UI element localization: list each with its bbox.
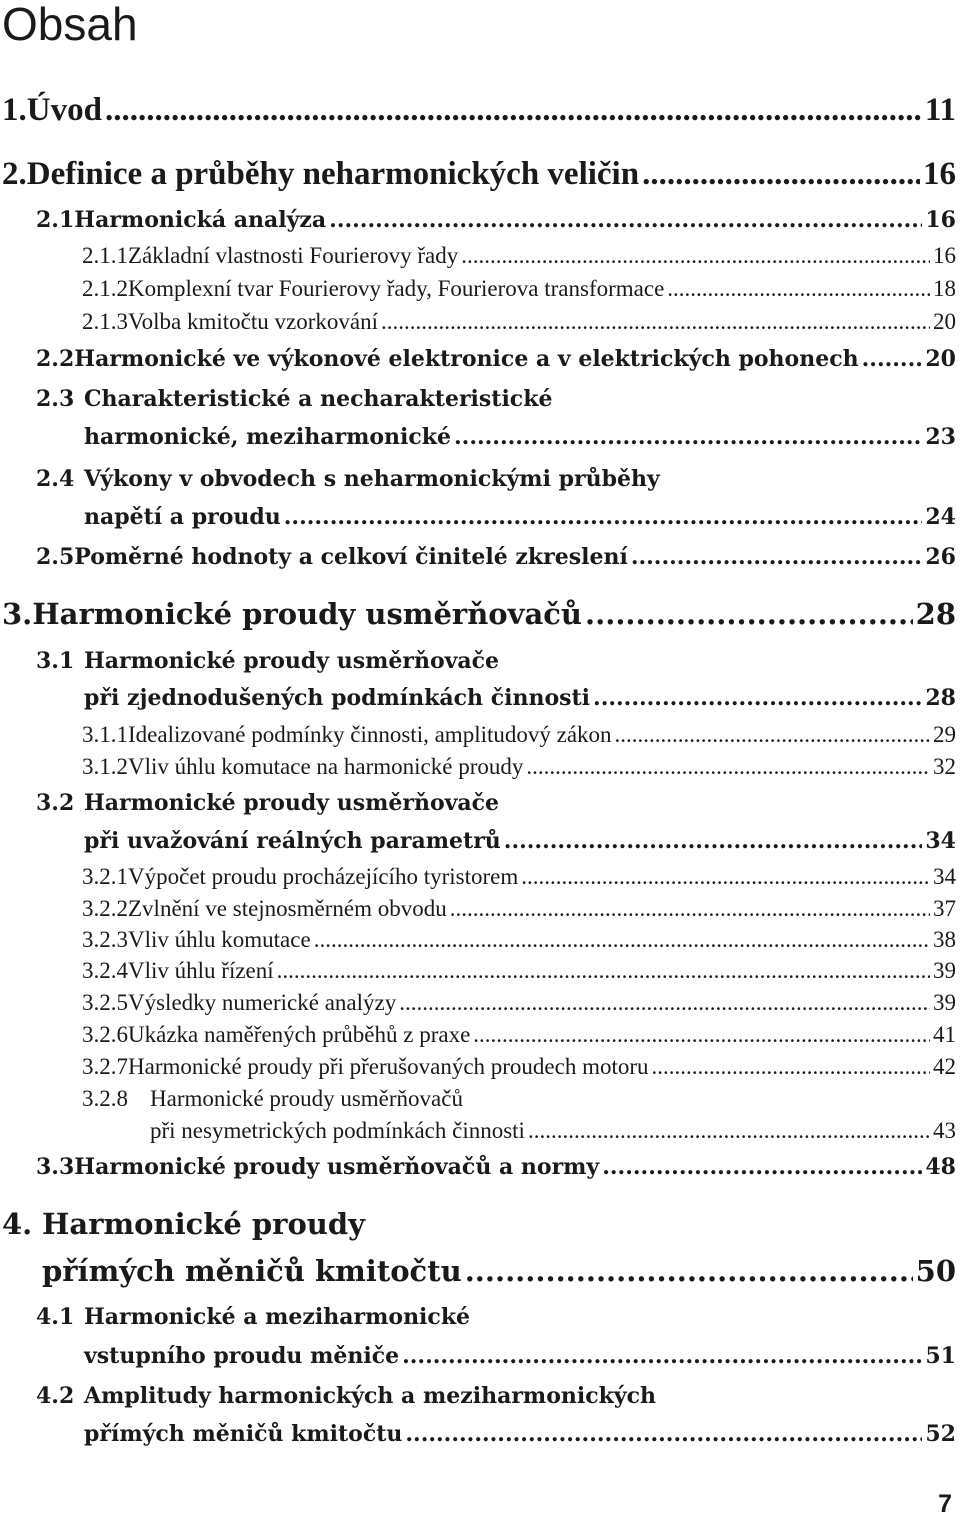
entry-number: 3.2.5 bbox=[82, 990, 128, 1015]
leader-dots bbox=[105, 92, 922, 129]
entry-label: Harmonické proudy usměrňovačů a normy bbox=[74, 1154, 600, 1180]
entry-label-continued: při nesymetrických podmínkách činnosti bbox=[150, 1118, 525, 1143]
entry-label[interactable]: Harmonické proudy bbox=[42, 1207, 366, 1241]
entry-number: 3.3 bbox=[36, 1154, 75, 1180]
entry-label: Vliv úhlu komutace na harmonické proudy bbox=[128, 754, 524, 779]
entry-label: Poměrné hodnoty a celkoví činitelé zkreslení bbox=[74, 544, 628, 570]
entry-page: 16 bbox=[933, 243, 956, 268]
entry-page: 52 bbox=[925, 1421, 956, 1447]
entry-number: 4. bbox=[2, 1207, 33, 1241]
entry-page: 34 bbox=[925, 828, 956, 854]
toc-entry[interactable] bbox=[82, 927, 956, 953]
entry-page: 39 bbox=[933, 958, 956, 983]
entry-page: 50 bbox=[915, 1254, 956, 1288]
toc-entry[interactable] bbox=[84, 828, 956, 854]
toc-entry[interactable] bbox=[82, 276, 956, 302]
leader-dots bbox=[465, 1254, 913, 1288]
toc-entry[interactable] bbox=[2, 597, 956, 631]
leader-dots bbox=[284, 504, 923, 530]
leader-dots bbox=[631, 544, 923, 570]
leader-dots bbox=[593, 685, 922, 711]
entry-label: Harmonické proudy usměrňovačů bbox=[32, 597, 583, 631]
leader-dots bbox=[652, 1054, 930, 1080]
entry-number: 3.2 bbox=[36, 790, 75, 816]
entry-page: 42 bbox=[933, 1054, 956, 1079]
entry-label: Idealizované podmínky činnosti, amplitudový zákon bbox=[128, 722, 612, 747]
toc-entry[interactable] bbox=[82, 754, 956, 780]
entry-label[interactable]: Harmonické proudy usměrňovačů bbox=[150, 1086, 463, 1111]
entry-page: 37 bbox=[933, 896, 956, 921]
entry-label-continued: přímých měničů kmitočtu bbox=[42, 1254, 462, 1288]
entry-number: 4.2 bbox=[36, 1383, 75, 1409]
toc-entry[interactable] bbox=[82, 1022, 956, 1048]
entry-number: 3.1 bbox=[36, 648, 75, 674]
leader-dots bbox=[862, 346, 923, 372]
leader-dots bbox=[473, 1022, 930, 1048]
entry-label[interactable]: Harmonické proudy usměrňovače bbox=[84, 790, 500, 816]
entry-number: 3.2.2 bbox=[82, 896, 128, 921]
toc-entry[interactable] bbox=[82, 1054, 956, 1080]
page-number: 7 bbox=[938, 1490, 952, 1518]
entry-label: Harmonické proudy při přerušovaných proudech motoru bbox=[128, 1054, 649, 1079]
entry-page: 23 bbox=[925, 424, 956, 450]
leader-dots bbox=[405, 1421, 922, 1447]
entry-number: 3. bbox=[2, 597, 33, 631]
entry-number: 3.2.7 bbox=[82, 1054, 128, 1079]
leader-dots bbox=[642, 156, 920, 193]
toc-entry[interactable] bbox=[82, 990, 956, 1016]
entry-label: Ukázka naměřených průběhů z praxe bbox=[128, 1022, 471, 1047]
toc-entry[interactable] bbox=[82, 243, 956, 269]
entry-page: 38 bbox=[933, 927, 956, 952]
entry-label: Výpočet proudu procházejícího tyristorem bbox=[128, 864, 519, 889]
leader-dots bbox=[504, 828, 923, 854]
toc-entry[interactable] bbox=[42, 1254, 956, 1288]
entry-label[interactable]: Výkony v obvodech s neharmonickými průběhy bbox=[84, 466, 660, 492]
leader-dots bbox=[521, 864, 930, 890]
entry-label[interactable]: Harmonické a meziharmonické bbox=[84, 1304, 471, 1330]
entry-label[interactable]: Charakteristické a necharakteristické bbox=[84, 386, 553, 412]
leader-dots bbox=[615, 722, 930, 748]
entry-number: 3.2.4 bbox=[82, 958, 128, 983]
entry-label: Vliv úhlu řízení bbox=[128, 958, 274, 983]
toc-entry[interactable] bbox=[36, 544, 956, 570]
entry-label: Harmonická analýza bbox=[74, 207, 327, 233]
toc-entry[interactable] bbox=[2, 156, 956, 193]
toc-entry[interactable] bbox=[36, 207, 956, 233]
entry-number: 2.1.3 bbox=[82, 309, 128, 334]
entry-page: 18 bbox=[933, 276, 956, 301]
entry-page: 26 bbox=[925, 544, 956, 570]
entry-label-continued: přímých měničů kmitočtu bbox=[84, 1421, 403, 1447]
entry-label-continued: při uvažování reálných parametrů bbox=[84, 828, 501, 854]
toc-entry[interactable] bbox=[36, 1154, 956, 1180]
entry-number: 2.1 bbox=[36, 207, 75, 233]
toc-entry[interactable] bbox=[84, 424, 956, 450]
entry-label: Úvod bbox=[26, 92, 102, 128]
entry-page: 24 bbox=[925, 504, 956, 530]
toc-entry[interactable] bbox=[82, 722, 956, 748]
leader-dots bbox=[454, 424, 922, 450]
entry-page: 34 bbox=[933, 864, 956, 889]
leader-dots bbox=[461, 243, 930, 269]
entry-label: Výsledky numerické analýzy bbox=[128, 990, 397, 1015]
leader-dots bbox=[450, 896, 930, 922]
toc-entry[interactable] bbox=[84, 1421, 956, 1447]
entry-page: 41 bbox=[933, 1022, 956, 1047]
entry-page: 20 bbox=[925, 346, 956, 372]
leader-dots bbox=[667, 276, 930, 302]
toc-entry[interactable] bbox=[150, 1118, 956, 1144]
entry-label[interactable]: Harmonické proudy usměrňovače bbox=[84, 648, 500, 674]
entry-number: 3.1.1 bbox=[82, 722, 128, 747]
entry-number: 1. bbox=[2, 92, 27, 128]
leader-dots bbox=[329, 207, 922, 233]
leader-dots bbox=[528, 1118, 930, 1144]
entry-label[interactable]: Amplitudy harmonických a meziharmonických bbox=[84, 1383, 657, 1409]
entry-page: 16 bbox=[925, 207, 956, 233]
entry-page: 39 bbox=[933, 990, 956, 1015]
leader-dots bbox=[381, 309, 930, 335]
entry-number: 3.2.3 bbox=[82, 927, 128, 952]
entry-page: 43 bbox=[933, 1118, 956, 1143]
leader-dots bbox=[314, 927, 930, 953]
entry-page: 51 bbox=[925, 1343, 956, 1369]
toc-entry[interactable] bbox=[82, 864, 956, 890]
toc-title: Obsah bbox=[2, 0, 138, 50]
entry-label-continued: harmonické, meziharmonické bbox=[84, 424, 452, 450]
leader-dots bbox=[526, 754, 930, 780]
entry-number: 2. bbox=[2, 156, 27, 192]
leader-dots bbox=[602, 1154, 922, 1180]
entry-number: 2.3 bbox=[36, 386, 75, 412]
entry-number: 3.1.2 bbox=[82, 754, 128, 779]
entry-label-continued: napětí a proudu bbox=[84, 504, 281, 530]
entry-number: 4.1 bbox=[36, 1304, 75, 1330]
leader-dots bbox=[585, 597, 913, 631]
toc-entry[interactable] bbox=[82, 309, 956, 335]
leader-dots bbox=[402, 1343, 922, 1369]
entry-number: 3.2.8 bbox=[82, 1086, 128, 1111]
toc-entry[interactable] bbox=[84, 685, 956, 711]
entry-number: 2.1.2 bbox=[82, 276, 128, 301]
toc-entry[interactable] bbox=[84, 1343, 956, 1369]
entry-page: 28 bbox=[915, 597, 956, 631]
entry-label-continued: při zjednodušených podmínkách činnosti bbox=[84, 685, 591, 711]
leader-dots bbox=[399, 990, 930, 1016]
toc-entry[interactable] bbox=[82, 896, 956, 922]
entry-page: 28 bbox=[925, 685, 956, 711]
entry-label: Zvlnění ve stejnosměrném obvodu bbox=[128, 896, 447, 921]
leader-dots bbox=[277, 958, 930, 984]
entry-label: Definice a průběhy neharmonických veličin bbox=[26, 156, 640, 192]
toc-entry[interactable] bbox=[84, 504, 956, 530]
entry-number: 2.4 bbox=[36, 466, 75, 492]
entry-page: 20 bbox=[933, 309, 956, 334]
entry-page: 48 bbox=[925, 1154, 956, 1180]
entry-number: 2.2 bbox=[36, 346, 75, 372]
entry-label: Základní vlastnosti Fourierovy řady bbox=[128, 243, 459, 268]
entry-page: 32 bbox=[933, 754, 956, 779]
entry-label-continued: vstupního proudu měniče bbox=[84, 1343, 400, 1369]
toc-entry[interactable] bbox=[82, 958, 956, 984]
entry-number: 3.2.1 bbox=[82, 864, 128, 889]
entry-number: 2.1.1 bbox=[82, 243, 128, 268]
entry-label: Volba kmitočtu vzorkování bbox=[128, 309, 378, 334]
entry-label: Harmonické ve výkonové elektronice a v elektrických pohonech bbox=[74, 346, 859, 372]
entry-page: 29 bbox=[933, 722, 956, 747]
entry-label: Komplexní tvar Fourierovy řady, Fourierova transformace bbox=[128, 276, 665, 301]
entry-page: 11 bbox=[924, 92, 956, 128]
entry-number: 2.5 bbox=[36, 544, 75, 570]
entry-label: Vliv úhlu komutace bbox=[128, 927, 311, 952]
toc-entry[interactable] bbox=[2, 92, 956, 129]
toc-entry[interactable] bbox=[36, 346, 956, 372]
entry-page: 16 bbox=[923, 156, 956, 192]
entry-number: 3.2.6 bbox=[82, 1022, 128, 1047]
